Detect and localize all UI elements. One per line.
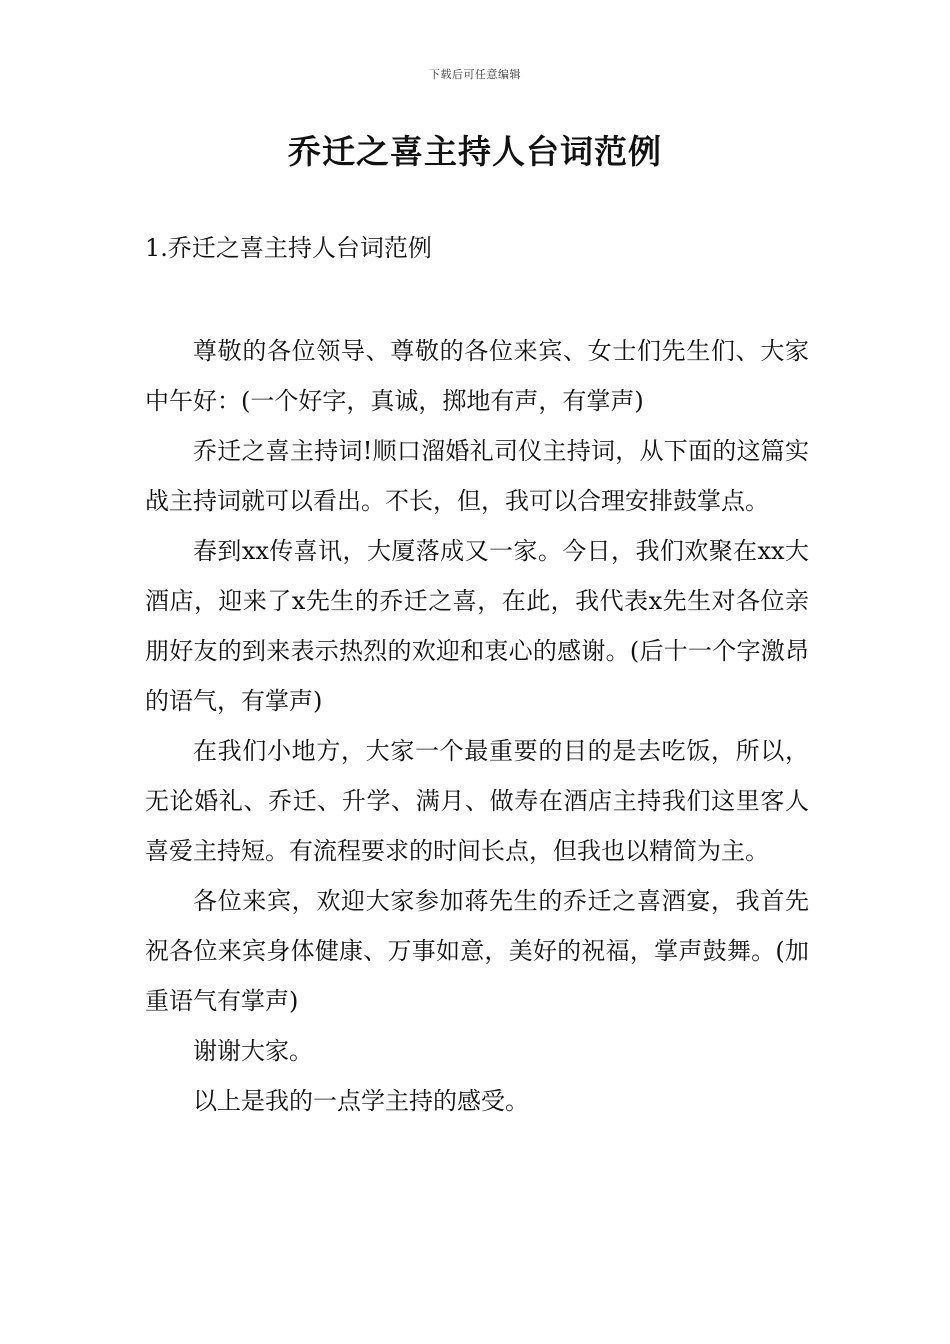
paragraph-4: 在我们小地方，大家一个最重要的目的是去吃饭，所以，无论婚礼、乔迁、升学、满月、做寿在酒店主持我们这里客人喜爱主持短。有流程要求的时间长点，但我也以精简为主。 <box>145 737 809 865</box>
paragraph-3: 春到xx传喜讯，大厦落成又一家。今日，我们欢聚在xx大酒店，迎来了x先生的乔迁之喜，在此，我代表x先生对各位亲朋好友的到来表示热烈的欢迎和衷心的感谢。(后十一个字激昂的语气，有掌声) <box>145 537 809 715</box>
paragraph-5: 各位来宾，欢迎大家参加蒋先生的乔迁之喜酒宴，我首先祝各位来宾身体健康、万事如意，美好的祝福，掌声鼓舞。(加重语气有掌声) <box>145 887 809 1015</box>
paragraph-6: 谢谢大家。 <box>193 1037 313 1065</box>
paragraph-2: 乔迁之喜主持词!顺口溜婚礼司仪主持词，从下面的这篇实战主持词就可以看出。不长，但，我可以合理安排鼓掌点。 <box>145 437 809 515</box>
header-note: 下载后可任意编辑 <box>429 68 521 81</box>
document-title: 乔迁之喜主持人台词范例 <box>288 132 662 171</box>
paragraph-7: 以上是我的一点学主持的感受。 <box>193 1087 529 1115</box>
paragraph-1: 尊敬的各位领导、尊敬的各位来宾、女士们先生们、大家中午好：(一个好字，真诚，掷地有声，有掌声) <box>145 337 809 415</box>
section-heading: 1.乔迁之喜主持人台词范例 <box>145 234 432 262</box>
body-text <box>145 326 809 1126</box>
